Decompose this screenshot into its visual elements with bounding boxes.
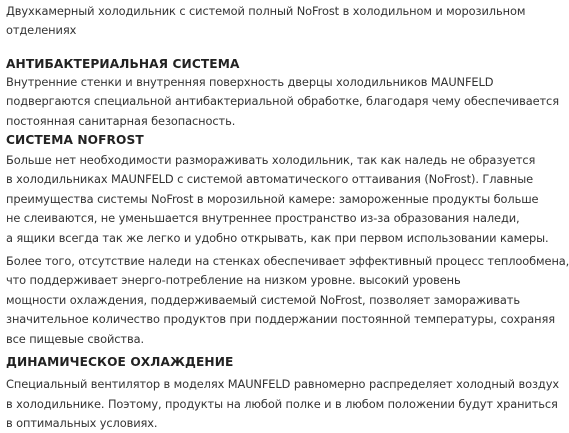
text-line: в холодильниках MAUNFELD с системой автоматического оттаивания (NoFrost). Главные	[6, 172, 534, 187]
nofrost-paragraph-1	[6, 151, 549, 248]
text-line: Специальный вентилятор в моделях MAUNFELD равномерно распределяет холодный воздух	[6, 377, 559, 392]
intro-line: отделениях	[6, 23, 77, 38]
text-line: в холодильнике. Поэтому, продукты на любой полке и в любом положении будут храниться	[6, 396, 558, 411]
text-line: все пищевые свойства.	[6, 331, 144, 346]
text-line: преимущества системы NoFrost в морозильной камере: замороженные продукты больше	[6, 191, 539, 206]
section-title-antibacterial: АНТИБАКТЕРИАЛЬНАЯ СИСТЕМА	[6, 56, 240, 71]
text-line: Больше нет необходимости размораживать холодильник, так как наледь не образуется	[6, 153, 536, 168]
text-line: мощности охлаждения, поддерживаемый системой NoFrost, позволяет замораживать	[6, 292, 520, 307]
product-description	[6, 0, 569, 433]
text-line: а ящики всегда так же легко и удобно открывать, как при первом использовании камеры.	[6, 230, 549, 245]
nofrost-paragraph-2	[6, 252, 569, 349]
intro-line: Двухкамерный холодильник с системой полный NoFrost в холодильном и морозильном	[6, 4, 526, 18]
text-line: подвергаются специальной антибактериальной обработке, благодаря чему обеспечивается	[6, 94, 559, 109]
text-line: не слеиваются, не уменьшается внутреннее пространство из-за образования наледи,	[6, 211, 520, 226]
intro-paragraph	[6, 2, 526, 41]
antibacterial-paragraph	[6, 73, 559, 131]
text-line: значительное количество продуктов при поддержании постоянной температуры, сохраняя	[6, 312, 555, 327]
text-line: в оптимальных условиях.	[6, 415, 158, 430]
text-line: постоянная санитарная безопасность.	[6, 113, 236, 128]
dynamic-cooling-paragraph	[6, 375, 559, 433]
section-title-nofrost: СИСТЕМА NOFROST	[6, 133, 144, 148]
text-line: что поддерживает энерго-потребление на низком уровне. высокий уровень	[6, 273, 461, 288]
text-line: Более того, отсутствие наледи на стенках обеспечивает эффективный процесс теплообмена,	[6, 254, 569, 269]
text-line: Внутренние стенки и внутренняя поверхность дверцы холодильников MAUNFELD	[6, 74, 494, 89]
section-title-dynamic-cooling: ДИНАМИЧЕСКОЕ ОХЛАЖДЕНИЕ	[6, 355, 234, 370]
